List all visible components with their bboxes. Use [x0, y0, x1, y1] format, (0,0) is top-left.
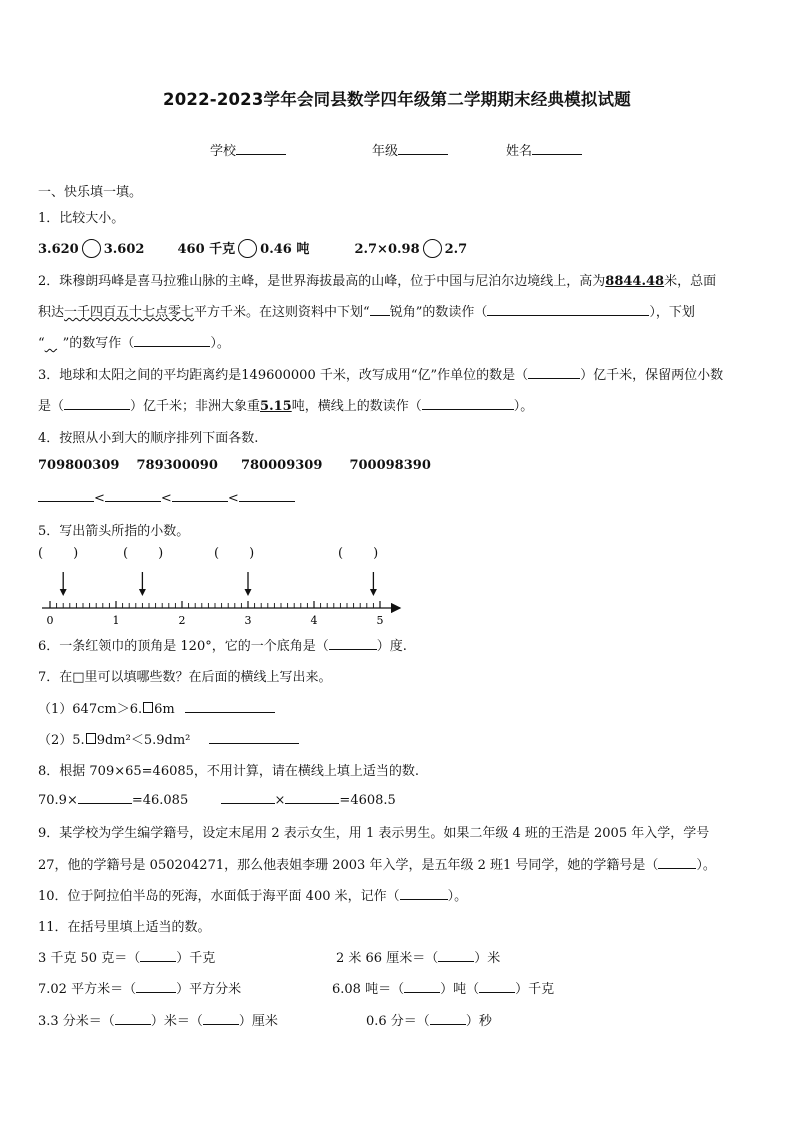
- tick-label: 0: [46, 614, 54, 627]
- q8-text: =46.085: [131, 793, 189, 808]
- q2-text-8: ”的数写作（: [62, 336, 135, 351]
- q8-text: 70.9×: [38, 793, 78, 808]
- section-heading: 一、快乐填一填。: [38, 185, 143, 200]
- q4-blank-1[interactable]: [38, 489, 94, 502]
- q10-answer[interactable]: [400, 887, 448, 900]
- q4-numbers: [38, 458, 431, 473]
- q11-answer[interactable]: [430, 1012, 466, 1025]
- q11-text: 7.02 平方米＝（: [38, 982, 137, 997]
- q10-line: [38, 885, 467, 904]
- q2-text-2: 米，总面: [664, 274, 717, 289]
- q11-text: ）千克: [176, 951, 216, 966]
- q10-text: 10．位于阿拉伯半岛的死海，水面低于海平面 400 米，记作（: [38, 889, 400, 904]
- q4-blank-3[interactable]: [172, 489, 228, 502]
- arrow-head-icon: [245, 589, 252, 596]
- q6-answer[interactable]: [329, 637, 377, 650]
- q11-answer[interactable]: [140, 949, 176, 962]
- q11-text: ）平方分米: [176, 982, 242, 997]
- q3-text-6: ）。: [513, 399, 534, 414]
- q6-line: [38, 635, 407, 654]
- q1b-right: 0.46 吨: [260, 242, 310, 257]
- q11-row3-left: [38, 1010, 278, 1029]
- square-box-icon: [143, 702, 153, 713]
- q1c-circle[interactable]: [423, 239, 442, 258]
- q8-answer-3[interactable]: [285, 791, 339, 804]
- q7-text: （1）647cm＞6.: [38, 702, 143, 717]
- q9-text: 27，他的学籍号是 050204271，那么他表姐李珊 2003 年入学，是五年级 2 班1 号同学，她的学籍号是（: [38, 858, 659, 873]
- q4-order-blanks: [38, 489, 295, 506]
- q7-text: （2）5.: [38, 733, 85, 748]
- q11-text: ）米＝（: [150, 1014, 203, 1029]
- school-label: 学校: [210, 144, 237, 159]
- q3-text-2: ）亿千米，保留两位小数: [580, 368, 724, 383]
- q1b-circle[interactable]: [238, 239, 257, 258]
- q5-answer-paren[interactable]: ( ): [338, 546, 379, 561]
- q2-height-value: 8844.48: [605, 274, 665, 289]
- q3-weight-value: 5.15: [260, 399, 292, 414]
- q4-blank-4[interactable]: [239, 489, 295, 502]
- q11-text: 3 千克 50 克＝（: [38, 951, 141, 966]
- q2-line2: [38, 301, 695, 320]
- q11-answer[interactable]: [404, 980, 440, 993]
- q7-sub2: [38, 729, 299, 748]
- less-than-sign: <: [94, 491, 105, 506]
- q4-stem: 4．按照从小到大的顺序排列下面各数.: [38, 431, 259, 446]
- q7-sub1: [38, 698, 275, 717]
- number-line-figure: [38, 544, 408, 634]
- q1-comparisons: [38, 238, 467, 259]
- q11-text: 0.6 分＝（: [366, 1014, 430, 1029]
- q11-answer[interactable]: [136, 980, 176, 993]
- q6-text-end: ）度.: [376, 639, 407, 654]
- q4-number: 780009309: [240, 458, 323, 473]
- q5-answer-paren[interactable]: ( ): [38, 546, 79, 561]
- q2-text-5: 锐角”的数读作（: [389, 305, 488, 320]
- q4-number: 789300090: [136, 458, 218, 473]
- q2-text-7: “: [38, 336, 45, 351]
- tick-label: 1: [112, 614, 120, 627]
- q1-stem: 1．比较大小。: [38, 211, 125, 226]
- q8-stem: 8．根据 709×65=46085，不用计算，请在横线上填上适当的数.: [38, 764, 420, 779]
- grade-label: 年级: [372, 144, 399, 159]
- q11-text: ）秒: [465, 1014, 492, 1029]
- q1a-circle[interactable]: [82, 239, 101, 258]
- q7-text: 6m: [154, 702, 175, 717]
- q3-answer-1[interactable]: [528, 366, 580, 379]
- q8-text: ×: [274, 793, 286, 808]
- less-than-sign: <: [160, 491, 172, 506]
- q3-line2: [38, 395, 533, 414]
- q2-text-9: ）。: [210, 336, 230, 351]
- q1b-left: 460 千克: [177, 242, 236, 257]
- q8-answer-1[interactable]: [78, 791, 132, 804]
- q4-number: 700098390: [349, 458, 431, 473]
- q4-blank-2[interactable]: [105, 489, 161, 502]
- q9-text-end: ）。: [696, 858, 716, 873]
- square-box-icon: [86, 733, 96, 744]
- q11-row1-right: [336, 947, 500, 966]
- q3-text-1: 3．地球和太阳之间的平均距离约是149600000 千米，改写成用“亿”作单位的数是（: [38, 368, 529, 383]
- q11-text: ）厘米: [238, 1014, 278, 1029]
- q8-text: =4608.5: [339, 793, 396, 808]
- q2-underline-mark: [370, 303, 390, 316]
- arrow-head-icon: [60, 589, 67, 596]
- name-field: [506, 140, 582, 159]
- q1c-left: 2.7×0.98: [354, 242, 420, 257]
- q3-line1: [38, 364, 723, 383]
- q11-text: ）米: [474, 951, 501, 966]
- q7-answer-1[interactable]: [185, 700, 275, 713]
- q11-row3-right: [366, 1010, 492, 1029]
- q5-answer-paren[interactable]: ( ): [123, 546, 164, 561]
- name-blank[interactable]: [532, 142, 582, 155]
- arrow-head-icon: [370, 589, 377, 596]
- q7-answer-2[interactable]: [209, 731, 299, 744]
- q11-answer[interactable]: [203, 1012, 239, 1025]
- q7-stem: 7．在□里可以填哪些数？在后面的横线上写出来。: [38, 670, 332, 685]
- tick-label: 5: [376, 614, 384, 627]
- name-label: 姓名: [506, 144, 533, 159]
- q11-text: 3.3 分米＝（: [38, 1014, 115, 1029]
- q2-text-6: ），下划: [649, 305, 695, 320]
- q8-equations: [38, 791, 396, 808]
- q11-answer[interactable]: [115, 1012, 151, 1025]
- q1a-right: 3.602: [103, 242, 145, 257]
- q1a-left: 3.620: [38, 242, 79, 257]
- q3-answer-3[interactable]: [422, 397, 514, 410]
- q11-stem: 11．在括号里填上适当的数。: [38, 920, 211, 935]
- q11-text: 6.08 吨＝（: [332, 982, 405, 997]
- q3-text-4: ）亿千米；非洲大象重: [130, 399, 261, 414]
- q11-row1-left: [38, 947, 215, 966]
- q9-answer[interactable]: [658, 856, 696, 869]
- q3-answer-2[interactable]: [64, 397, 130, 410]
- q7-text: 9dm²＜5.9dm²: [96, 733, 191, 748]
- q6-text: 6．一条红领巾的顶角是 120°，它的一个底角是（: [38, 639, 329, 654]
- less-than-sign: <: [227, 491, 239, 506]
- q1c-right: 2.7: [444, 242, 468, 257]
- school-field: [210, 140, 286, 159]
- q5-stem: 5．写出箭头所指的小数。: [38, 524, 190, 539]
- q11-row2-left: [38, 978, 241, 997]
- q3-text-3: 是（: [38, 399, 65, 414]
- tick-label: 2: [178, 614, 186, 627]
- grade-field: [372, 140, 448, 159]
- q11-text: ）千克: [515, 982, 555, 997]
- q5-answer-paren[interactable]: ( ): [214, 546, 255, 561]
- q2-text-1: 2．珠穆朗玛峰是喜马拉雅山脉的主峰，是世界海拔最高的山峰，位于中国与尼泊尔边境线上，高为: [38, 274, 606, 289]
- q2-answer-1[interactable]: [487, 303, 649, 316]
- q4-number: 709800309: [38, 458, 120, 473]
- q10-text-end: ）。: [447, 889, 468, 904]
- tick-label: 4: [310, 614, 318, 627]
- q2-area-value: 一千四百五十七点零七: [64, 305, 195, 320]
- school-blank[interactable]: [236, 142, 286, 155]
- number-line: [38, 544, 408, 634]
- q2-line3: [38, 332, 230, 351]
- tick-label: 3: [244, 614, 252, 627]
- q11-answer[interactable]: [479, 980, 515, 993]
- q2-text-3: 积达: [38, 305, 65, 320]
- q2-text-4: 平方千米。在这则资料中下划“: [194, 305, 370, 320]
- q3-text-5: 吨，横线上的数读作（: [291, 399, 422, 414]
- grade-blank[interactable]: [398, 142, 448, 155]
- q2-line1: [38, 270, 716, 289]
- q8-answer-2[interactable]: [221, 791, 275, 804]
- arrow-head-icon: [139, 589, 146, 596]
- q11-answer[interactable]: [438, 949, 474, 962]
- q11-text: 2 米 66 厘米＝（: [336, 951, 439, 966]
- q9-line1: 9．某学校为学生编学籍号，设定末尾用 2 表示女生，用 1 表示男生。如果二年级 4 班的王浩是 2005 年入学，学号: [38, 826, 710, 841]
- page-title: 2022-2023学年会同县数学四年级第二学期期末经典模拟试题: [163, 90, 631, 109]
- q9-line2: [38, 854, 716, 873]
- q11-text: ）吨（: [440, 982, 480, 997]
- q11-row2-right: [332, 978, 554, 997]
- q2-answer-2[interactable]: [134, 334, 210, 347]
